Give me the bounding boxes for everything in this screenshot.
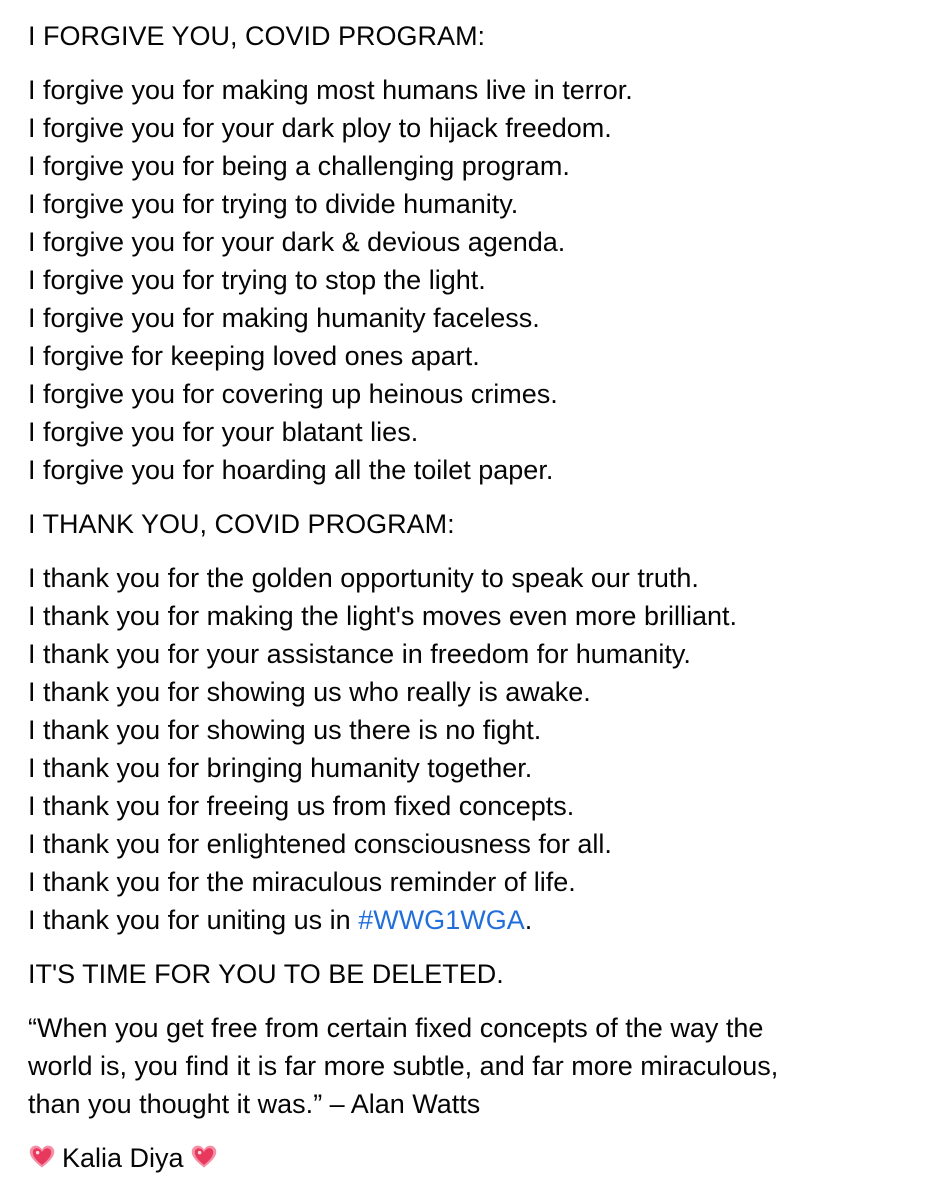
thank-line: I thank you for showing us there is no fight. bbox=[28, 715, 542, 745]
forgive-line: I forgive you for covering up heinous crimes. bbox=[28, 379, 558, 409]
sparkling-heart-icon bbox=[190, 1143, 218, 1171]
thank-line-hashtag bbox=[28, 901, 928, 939]
forgive-line: I forgive you for making humanity faceless. bbox=[28, 303, 540, 333]
hashtag-link[interactable]: #WWG1WGA bbox=[358, 905, 525, 935]
forgive-line: I forgive you for making most humans live in terror. bbox=[28, 75, 633, 105]
quote-line: “When you get free from certain fixed concepts of the way the bbox=[28, 1013, 764, 1043]
thank-line: I thank you for the golden opportunity to speak our truth. bbox=[28, 563, 699, 593]
thank-list bbox=[28, 559, 928, 939]
thank-section bbox=[28, 505, 928, 543]
thank-last-suffix: . bbox=[524, 905, 533, 935]
thank-line: I thank you for the miraculous reminder of life. bbox=[28, 867, 576, 897]
deleted-line: IT'S TIME FOR YOU TO BE DELETED. bbox=[28, 959, 504, 989]
forgive-list bbox=[28, 71, 928, 489]
thank-line: I thank you for making the light's moves even more brilliant. bbox=[28, 601, 737, 631]
forgive-heading: I FORGIVE YOU, COVID PROGRAM: bbox=[28, 21, 486, 51]
thank-line: I thank you for freeing us from fixed concepts. bbox=[28, 791, 575, 821]
quote-line: world is, you find it is far more subtle, and far more miraculous, bbox=[28, 1051, 779, 1081]
thank-line: I thank you for your assistance in freedom for humanity. bbox=[28, 639, 691, 669]
deleted-section bbox=[28, 955, 928, 993]
signature-name: Kalia Diya bbox=[62, 1143, 184, 1173]
thank-line: I thank you for enlightened consciousness for all. bbox=[28, 829, 612, 859]
thank-line: I thank you for showing us who really is awake. bbox=[28, 677, 591, 707]
thank-line: I thank you for bringing humanity together. bbox=[28, 753, 533, 783]
forgive-line: I forgive for keeping loved ones apart. bbox=[28, 341, 480, 371]
forgive-line: I forgive you for trying to stop the light. bbox=[28, 265, 486, 295]
forgive-line: I forgive you for your dark & devious agenda. bbox=[28, 227, 566, 257]
top-emoji-fragment-icon bbox=[654, 0, 714, 2]
forgive-section bbox=[28, 17, 928, 55]
quote-line: than you thought it was.” – Alan Watts bbox=[28, 1089, 481, 1119]
forgive-line: I forgive you for your dark ploy to hijack freedom. bbox=[28, 113, 612, 143]
thank-heading: I THANK YOU, COVID PROGRAM: bbox=[28, 509, 455, 539]
forgive-line: I forgive you for your blatant lies. bbox=[28, 417, 419, 447]
signature bbox=[28, 1139, 928, 1177]
thank-last-prefix: I thank you for uniting us in bbox=[28, 905, 359, 935]
post-body bbox=[28, 17, 928, 1193]
sparkling-heart-icon bbox=[28, 1143, 56, 1171]
forgive-line: I forgive you for being a challenging program. bbox=[28, 151, 570, 181]
forgive-line: I forgive you for hoarding all the toilet paper. bbox=[28, 455, 554, 485]
forgive-line: I forgive you for trying to divide humanity. bbox=[28, 189, 519, 219]
quote-block bbox=[28, 1009, 928, 1123]
